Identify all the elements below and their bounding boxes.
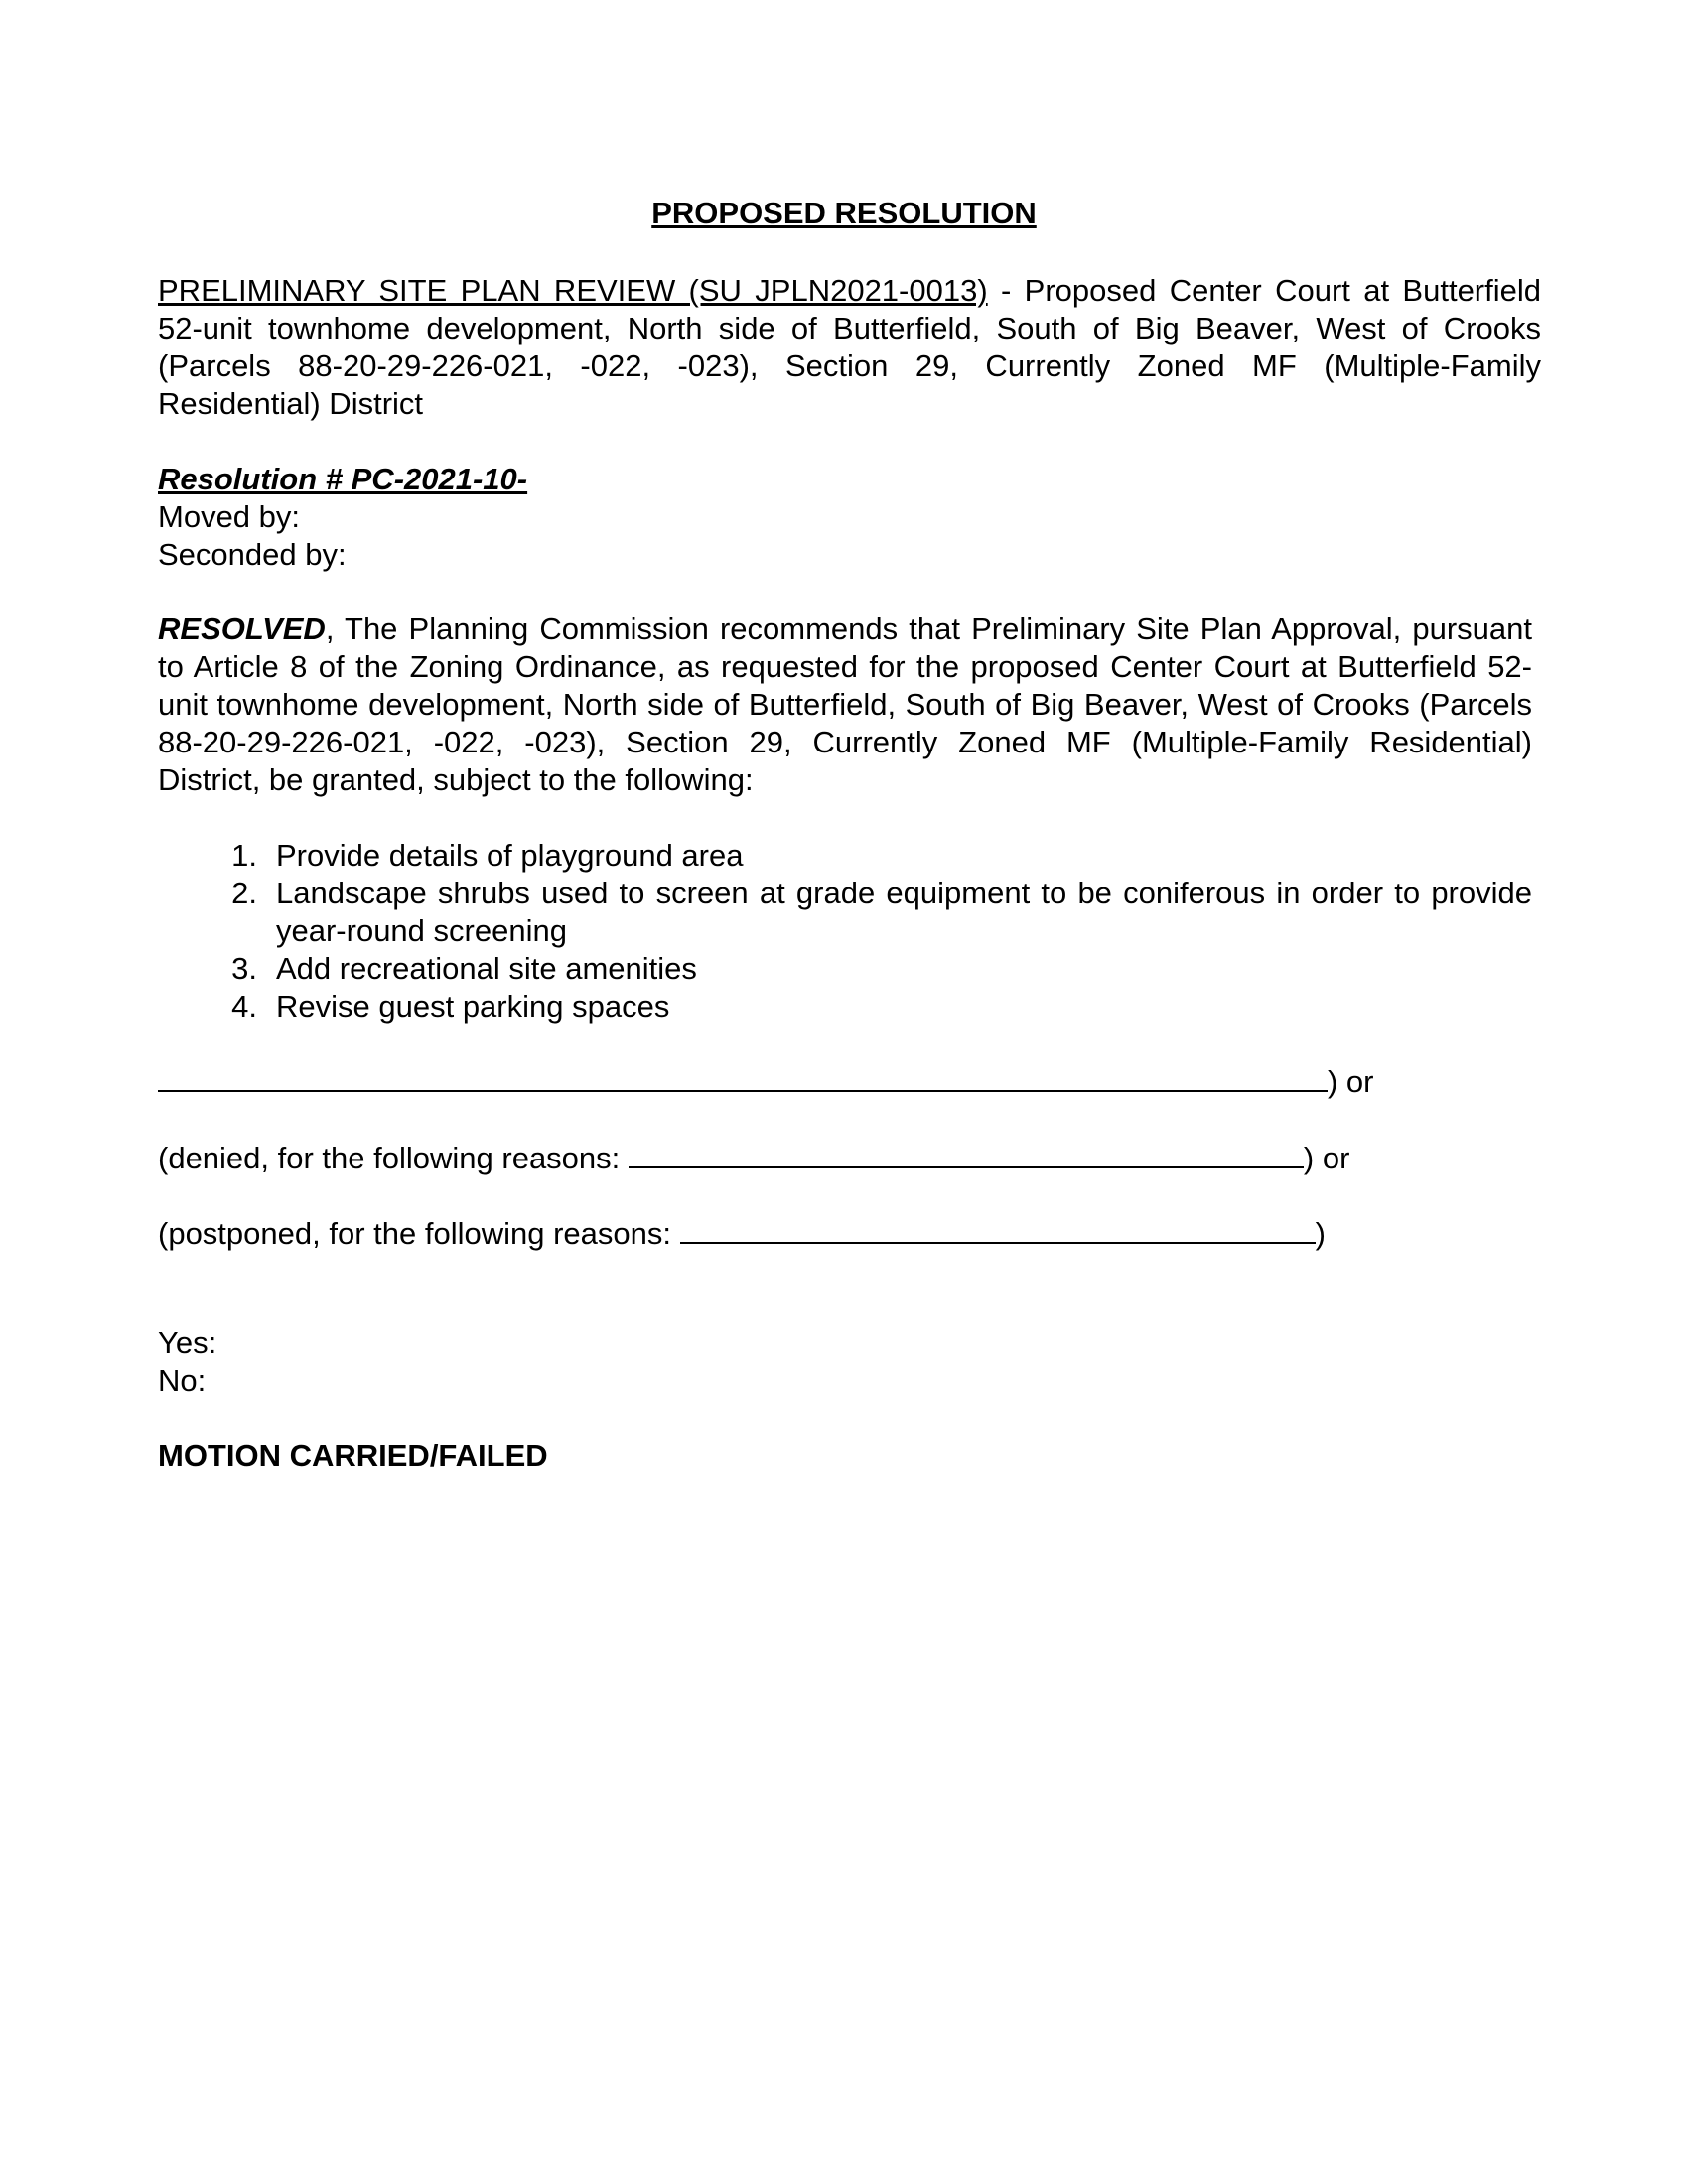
denied-suffix: ) or: [1303, 1141, 1350, 1175]
resolved-paragraph: [158, 611, 1532, 799]
postponed-label: (postponed, for the following reasons:: [158, 1216, 680, 1251]
resolved-text: , The Planning Commission recommends that Preliminary Site Plan Approval, pursuant to Article 8 of the Zoning Ordinance, as requested for the proposed Center Court at Butterfield 52-unit townhome development, North side of Butterfield, South of Big Beaver, West of Crooks (Parcels 88-20-29-226-021, -022, -023), Section 29, Currently Zoned MF (Multiple-Family Residential) District, be granted, subject to the following:: [158, 612, 1532, 797]
condition-item: [158, 837, 1532, 875]
postponed-blank-field: [680, 1212, 1316, 1244]
review-heading-label: PRELIMINARY SITE PLAN REVIEW (SU JPLN2021-0013): [158, 273, 988, 308]
condition-number: 2.: [231, 876, 257, 910]
motion-result: MOTION CARRIED/FAILED: [158, 1438, 548, 1473]
no-label: No:: [158, 1363, 207, 1398]
condition-number: 1.: [231, 838, 257, 873]
denied-line: [158, 1137, 1349, 1177]
condition-text: Provide details of playground area: [276, 838, 744, 873]
resolution-block: [158, 461, 527, 574]
review-heading: [158, 272, 1541, 423]
document-title: [0, 195, 1688, 232]
document-title-text: PROPOSED RESOLUTION: [651, 196, 1037, 230]
vote-block: [158, 1324, 216, 1400]
condition-item: [158, 950, 1532, 988]
condition-item: [158, 988, 1532, 1025]
conditions-list: [158, 837, 1532, 1025]
yes-label: Yes:: [158, 1325, 217, 1360]
condition-item: [158, 875, 1532, 950]
approval-blank-suffix: ) or: [1328, 1064, 1374, 1099]
condition-number: 3.: [231, 951, 257, 986]
approval-blank-field: [158, 1060, 1328, 1092]
condition-text: Add recreational site amenities: [276, 951, 697, 986]
resolved-keyword: RESOLVED: [158, 612, 326, 646]
moved-by-label: Moved by:: [158, 499, 301, 534]
condition-text: Landscape shrubs used to screen at grade equipment to be coniferous in order to provide year-round screening: [276, 876, 1532, 948]
denied-label: (denied, for the following reasons:: [158, 1141, 629, 1175]
condition-number: 4.: [231, 989, 257, 1024]
review-heading-description: - Proposed Center Court at Butterfield 52-unit townhome development, North side of Butterfield, South of Big Beaver, West of Crooks (Parcels 88-20-29-226-021, -022, -023), Section 29, Currently Zoned MF (Multiple-Family Residential) District: [158, 273, 1542, 421]
postponed-line: [158, 1212, 1326, 1253]
condition-text: Revise guest parking spaces: [276, 989, 670, 1024]
denied-blank-field: [629, 1137, 1304, 1168]
postponed-suffix: ): [1315, 1216, 1326, 1251]
seconded-by-label: Seconded by:: [158, 537, 347, 572]
approval-blank-line: [158, 1060, 1374, 1101]
resolution-number: Resolution # PC-2021-10-: [158, 462, 528, 496]
